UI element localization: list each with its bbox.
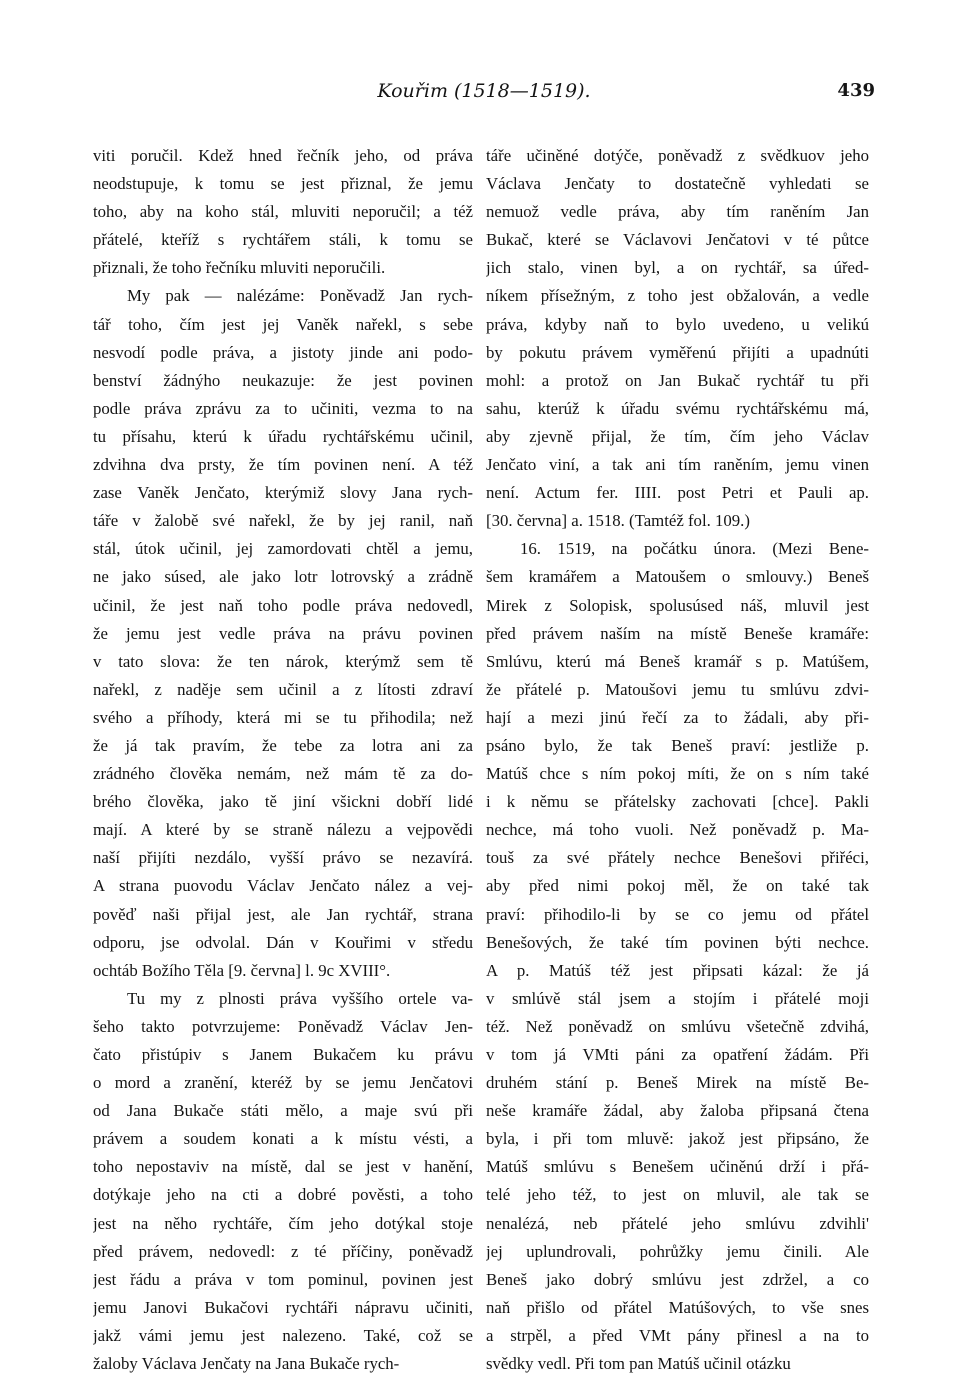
text-line: o mord a zranění, kteréž by se jemu Jenčatovi [93,1073,473,1093]
text-line: A p. Matúš též jest připsati kázal: že já [486,960,869,980]
text-line: telé jeho též, to jest on mluvil, ale tak se [486,1185,869,1205]
text-line: nesvodí podle práva, a jistoty jinde ani podo- [93,342,473,362]
text-line: a strpěl, a před VMt pány přinesl a na to [486,1325,869,1345]
text-line: toho, aby na koho stál, mluviti neporučil; a též [93,202,473,222]
text-line: táře učiněné dotýče, poněvadž z svědkuov jeho [486,146,869,165]
running-header [93,80,875,110]
text-line: zase Vaněk Jenčato, kterýmiž slovy Jana rych- [93,483,473,503]
left-column [93,142,473,1378]
text-line: nechce, má toho vuoli. Než poněvadž p. Ma- [486,820,869,840]
text-line: stál, útok učinil, jej zamordovati chtěl a jemu, [93,539,473,559]
text-line: jest řádu a práva v tom pominul, povinen jest [93,1269,473,1289]
text-line: Jenčato viní, a tak ani tím raněním, jemu vinen [486,455,869,475]
text-line: naň přišlo od přátel Matúšových, to vše snes [486,1297,869,1317]
text-line: jej uplundrovali, pohrůžky jemu činili. Ale [486,1241,869,1261]
text-line: jich stalo, vinen byl, a on rychtář, sa úřed- [486,258,869,278]
text-line: A strana puovodu Václav Jenčato nález a vej- [93,876,473,896]
running-title: Kouřim (1518—1519). [377,80,591,102]
text-line: [30. června] a. 1518. (Tamtéž fol. 109.) [486,511,750,531]
text-line: svědky vedl. Při tom pan Matúš učinil otázku [486,1354,791,1374]
text-line: též. Než poněvadž on smlúvu všetečně zdvihá, [486,1016,869,1036]
text-line: aby před nimi pokoj měl, že on také tak [486,876,869,896]
text-line: přiznali, že toho řečníku mluviti neporučili. [93,258,386,278]
text-line: nenalézá, neb přátelé jeho smlúvu zdvihli' [486,1213,869,1233]
text-line: druhém stání p. Beneš Mirek na místě Be- [486,1073,869,1093]
text-line: odporu, jse odvolal. Dán v Kouřimi v středu [93,932,473,952]
text-line: není. Actum fer. IIII. post Petri et Pauli ap. [486,483,869,503]
text-line: od Jana Bukače státi mělo, a maje svú při [93,1101,473,1121]
text-line: hají a mezi jinú řečí za to žádali, aby při- [486,707,869,727]
text-line: jemu Janovi Bukačovi rychtáři nápravu učiniti, [93,1297,473,1317]
text-line: šem kramářem a Matoušem o smlouvy.) Beneš [486,567,869,587]
text-line: benství žádnýho neukazuje: že jest povinen [93,370,473,390]
page-number: 439 [837,80,875,101]
text-line: ochtáb Božího Těla [9. června] l. 9c XVIII°. [93,960,391,980]
text-line: Matúš chce s ním pokoj míti, že on s ním také [486,764,869,784]
text-line: žaloby Václava Jenčaty na Jana Bukače rych- [93,1354,400,1374]
text-line: přátelé, kteříž s rychtářem stáli, k tomu se [93,230,473,250]
text-line: sahu, kterúž k úřadu svému rychtářskému má, [486,398,869,418]
text-line: ne jako súsed, ale jako lotr lotrovský a zrádně [93,567,473,587]
text-line: viti poručil. Kdež hned řečník jeho, od práva [93,146,473,165]
text-line: My pak — nalézáme: Poněvadž Jan rych- [127,286,473,306]
text-line: podle práva zprávu za to učiniti, vezma to na [93,398,473,418]
text-line: že já tak pravím, že tebe za lotra ani za [93,735,473,755]
text-line: Mirek z Solopisk, spolusúsed náš, mluvil jest [486,595,869,615]
text-line: Benešových, že také tím povinen býti nechce. [486,932,869,952]
text-line: mohl: a protož on Jan Bukač rychtář tu při [486,370,869,390]
text-line: touš za své přátely nechce Benešovi přiřéci, [486,848,869,868]
text-line: nemuož vedle práva, aby tím raněním Jan [486,202,869,222]
text-line: Smlúvu, kterú má Beneš kramář s p. Matúšem, [486,651,869,671]
text-line: zrádného člověka nemám, než mám tě za do- [93,764,473,784]
text-line: jakž vámi jemu jest nalezeno. Také, což se [93,1325,473,1345]
text-line: Tu my z plnosti práva vyššího ortele va- [127,988,473,1008]
text-line: tář toho, čím jest jej Vaněk nařekl, s sebe [93,314,473,334]
text-line: tu přísahu, kterú k úřadu rychtářskému učinil, [93,426,473,446]
text-line: že jemu jest vedle práva na právu povinen [93,623,473,643]
text-line: pověď naši přijal jest, ale Jan rychtář, strana [93,904,473,924]
text-line: brého člověka, jako tě jiní všickni dobří lidé [93,792,473,812]
text-line: právem a soudem konati a k místu vésti, a [93,1129,473,1149]
text-line: v tato slova: že ten nárok, kterýmž sem tě [93,651,473,671]
text-line: níkem přísežným, z toho jest obžalován, a vedle [486,286,869,306]
text-line: zdvihna dva prsty, že tím povinen není. A též [93,455,473,475]
text-line: Václava Jenčaty to dostatečně vyhledati se [486,174,869,194]
text-line: v tom já VMti páni za opatření žádám. Při [486,1045,869,1064]
text-line: by pokutu právem vyměřenú přijíti a upadnúti [486,342,869,362]
text-line: praví: přihodilo-li by se co jemu od přátel [486,904,869,924]
text-line: naší přijíti nezdálo, vyšší právo se nezavírá. [93,848,473,868]
text-line: byla, i při tom mluvě: jakož jest připsáno, že [486,1129,869,1149]
text-line: toho nepostaviv na místě, dal se jest v hanění, [93,1157,473,1177]
text-line: neše kramáře žádal, aby žaloba připsaná čtena [486,1101,869,1121]
text-line: 16. 1519, na počátku února. (Mezi Bene- [520,539,869,559]
text-line: učinil, že jest naň toho podle práva nedovedl, [93,595,473,615]
text-line: Matúš smlúvu s Benešem učiněnú drží i přá- [486,1157,869,1177]
text-line: že přátelé p. Matoušovi jemu tu smlúvu zdvi- [486,679,869,699]
text-line: svého a příhody, která mi se tu přihodila; než [93,707,473,727]
text-line: aby zjevně přijal, že tím, čím jeho Václav [486,426,869,446]
text-line: neodstupuje, k tomu se jest přiznal, že jemu [93,174,473,194]
text-line: práva, kdyby naň to bylo uvedeno, u velikú [486,314,869,334]
text-line: jest na něho rychtáře, čím jeho dotýkal stoje [93,1213,473,1233]
text-line: psáno bylo, že tak Beneš praví: jestliže p. [486,735,869,755]
text-line: čato přistúpiv s Janem Bukačem ku právu [93,1045,473,1064]
text-line: táře v žalobě své nařekl, že by jej ranil, naň [93,511,473,531]
text-line: nařekl, z naděje sem učinil a z lítosti zdraví [93,679,473,699]
text-line: Beneš jako dobrý smlúvu jest zdržel, a co [486,1269,869,1289]
text-line: před právem naším na místě Beneše kramáře: [486,623,869,643]
text-line: dotýkaje jeho na cti a dobré pověsti, a toho [93,1185,473,1205]
text-line: i k němu se přátelsky zachovati [chce]. Pakli [486,792,869,812]
text-line: mají. A které by se straně nálezu a vejpovědi [93,820,473,840]
text-line: v smlúvě stál jsem a stojím i přátelé moji [486,988,869,1008]
text-line: před právem, nedovedl: z té příčiny, poněvadž [93,1241,473,1261]
text-line: šeho takto potvrzujeme: Poněvadž Václav Jen- [93,1016,473,1036]
right-column [486,142,869,1378]
text-line: Bukač, které se Václavovi Jenčatovi v té půtce [486,230,869,250]
